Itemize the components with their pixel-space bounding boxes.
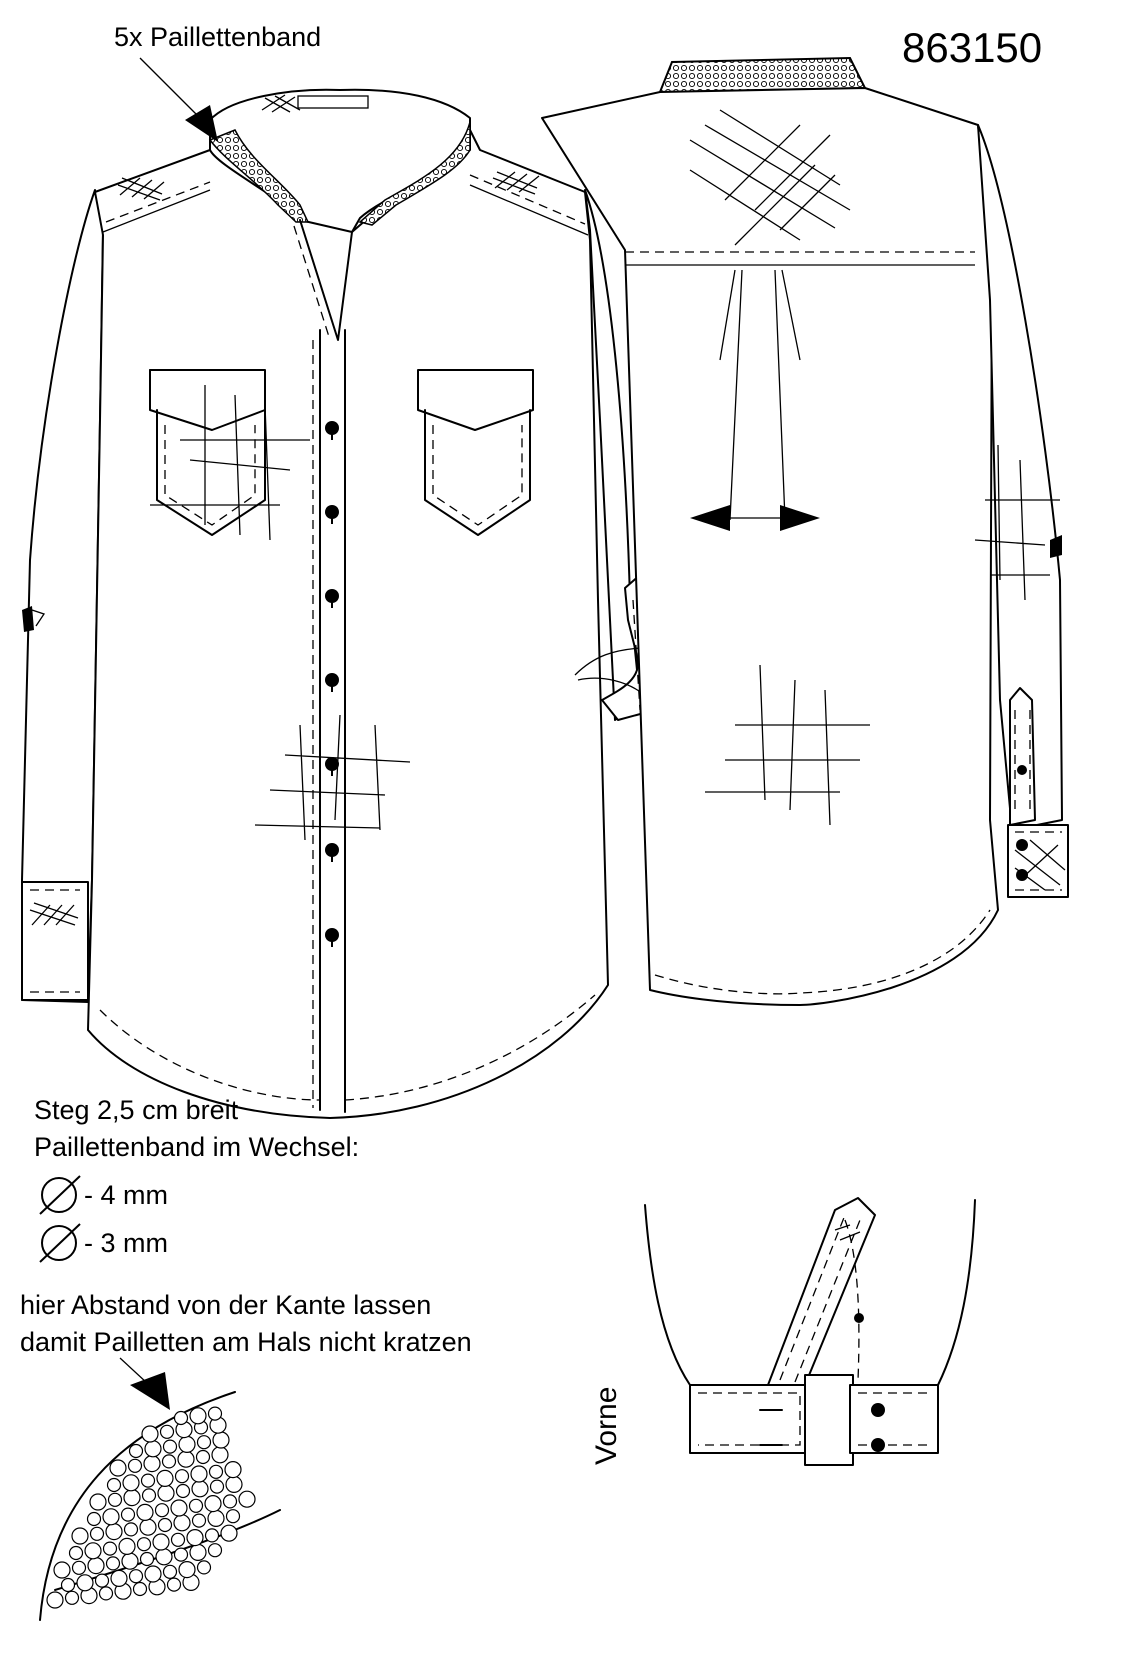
sequin-circle <box>145 1441 161 1457</box>
sequin-circle <box>192 1481 208 1497</box>
edge-note-line1: hier Abstand von der Kante lassen <box>20 1290 432 1320</box>
sequin-circle <box>158 1485 174 1501</box>
sequin-circle <box>47 1592 63 1608</box>
sequin-circle <box>209 1407 222 1420</box>
sequin-circle <box>164 1440 177 1453</box>
shirt-front-view <box>22 62 685 1118</box>
sequin-circle <box>54 1562 70 1578</box>
sequin-circle <box>107 1557 120 1570</box>
sequin-circle <box>108 1479 121 1492</box>
sequin-circle <box>143 1489 156 1502</box>
sequin-circle <box>157 1470 173 1486</box>
sequin-circle <box>210 1465 223 1478</box>
sequin-circle <box>174 1515 190 1531</box>
sequin-circle <box>137 1504 153 1520</box>
sequin-circle <box>211 1480 224 1493</box>
diameter-icon <box>40 1176 80 1214</box>
sequin-circle <box>198 1561 211 1574</box>
article-number: 863150 <box>902 24 1043 71</box>
sequin-circle <box>187 1530 203 1546</box>
sequin-circle <box>193 1514 206 1527</box>
sequin-circle <box>100 1587 113 1600</box>
sequin-circle <box>109 1493 122 1506</box>
sequin-circle <box>119 1538 135 1554</box>
sequin-circle <box>179 1436 195 1452</box>
sequin-circle <box>77 1575 93 1591</box>
sequin-circle <box>198 1436 211 1449</box>
sequin-circle <box>142 1426 158 1442</box>
sequin-circle <box>145 1566 161 1582</box>
sequin-circle <box>177 1485 190 1498</box>
spec-width-note: Steg 2,5 cm breit <box>34 1095 239 1125</box>
size-3mm-label: - 3 mm <box>84 1228 168 1258</box>
sequin-circle <box>88 1558 104 1574</box>
sequin-circle <box>124 1490 140 1506</box>
sequin-circle <box>122 1553 138 1569</box>
sequin-circle <box>208 1510 224 1526</box>
edge-note-line2: damit Pailletten am Hals nicht kratzen <box>20 1327 472 1357</box>
sequin-circle <box>85 1543 101 1559</box>
sequin-circle <box>190 1408 206 1424</box>
sequin-band-callout: 5x Paillettenband <box>114 22 322 52</box>
cuff-detail-front <box>645 1198 975 1465</box>
sequin-circle <box>110 1460 126 1476</box>
spec-band-note: Paillettenband im Wechsel: <box>34 1132 360 1162</box>
sequin-circle <box>73 1561 86 1574</box>
sequin-circle <box>163 1455 176 1468</box>
sequin-circle <box>226 1476 242 1492</box>
sequin-circle <box>123 1475 139 1491</box>
sequin-circle <box>130 1445 143 1458</box>
sequin-circle <box>190 1499 203 1512</box>
sequin-circle <box>175 1412 188 1425</box>
sequin-circle <box>168 1578 181 1591</box>
sequin-circle <box>221 1525 237 1541</box>
sequin-circle <box>144 1456 160 1472</box>
sequin-circle <box>72 1528 88 1544</box>
view-label-vorne: Vorne <box>590 1386 623 1465</box>
sequin-circle <box>130 1570 143 1583</box>
sequin-circle <box>103 1509 119 1525</box>
sequin-circle <box>134 1583 147 1596</box>
sequin-circle <box>156 1504 169 1517</box>
sequin-circle <box>164 1565 177 1578</box>
sequin-circle <box>91 1527 104 1540</box>
sequin-circle <box>129 1459 142 1472</box>
sequin-circle <box>224 1495 237 1508</box>
sequin-circle <box>142 1474 155 1487</box>
sequin-circle <box>141 1553 154 1566</box>
sequin-circle <box>172 1533 185 1546</box>
sequin-circle <box>96 1574 109 1587</box>
sequin-circle <box>213 1432 229 1448</box>
sequin-circle <box>176 1470 189 1483</box>
sequin-circle <box>104 1542 117 1555</box>
sequin-circle <box>125 1523 138 1536</box>
sequin-circle <box>159 1519 172 1532</box>
sequin-circle <box>156 1549 172 1565</box>
sequin-circle <box>212 1447 228 1463</box>
sequin-circle <box>153 1534 169 1550</box>
sequin-circle <box>106 1524 122 1540</box>
sequin-circle <box>209 1544 222 1557</box>
sequin-circle <box>225 1462 241 1478</box>
sequin-circle <box>111 1570 127 1586</box>
sequin-closeup-detail <box>40 1358 280 1620</box>
sequin-circle <box>179 1562 195 1578</box>
sequin-circle <box>88 1513 101 1526</box>
sequin-circle <box>227 1510 240 1523</box>
sequin-circle <box>190 1544 206 1560</box>
sequin-circle <box>206 1529 219 1542</box>
sequin-circle <box>178 1451 194 1467</box>
sequin-circle <box>205 1496 221 1512</box>
sequin-circle <box>138 1538 151 1551</box>
sequin-circle <box>62 1579 75 1592</box>
sequin-circle <box>171 1500 187 1516</box>
sequin-circle <box>175 1548 188 1561</box>
sequin-circle <box>66 1591 79 1604</box>
sequin-circle <box>161 1425 174 1438</box>
sequin-circle <box>90 1494 106 1510</box>
size-4mm-label: - 4 mm <box>84 1180 168 1210</box>
sequin-circle <box>191 1466 207 1482</box>
sequin-circle <box>140 1519 156 1535</box>
sequin-circle <box>70 1547 83 1560</box>
sequin-circle <box>239 1491 255 1507</box>
diameter-icon <box>40 1224 80 1262</box>
sequin-circle <box>197 1451 210 1464</box>
sequin-circle <box>122 1508 135 1521</box>
sequin-band-arrow <box>140 58 218 142</box>
